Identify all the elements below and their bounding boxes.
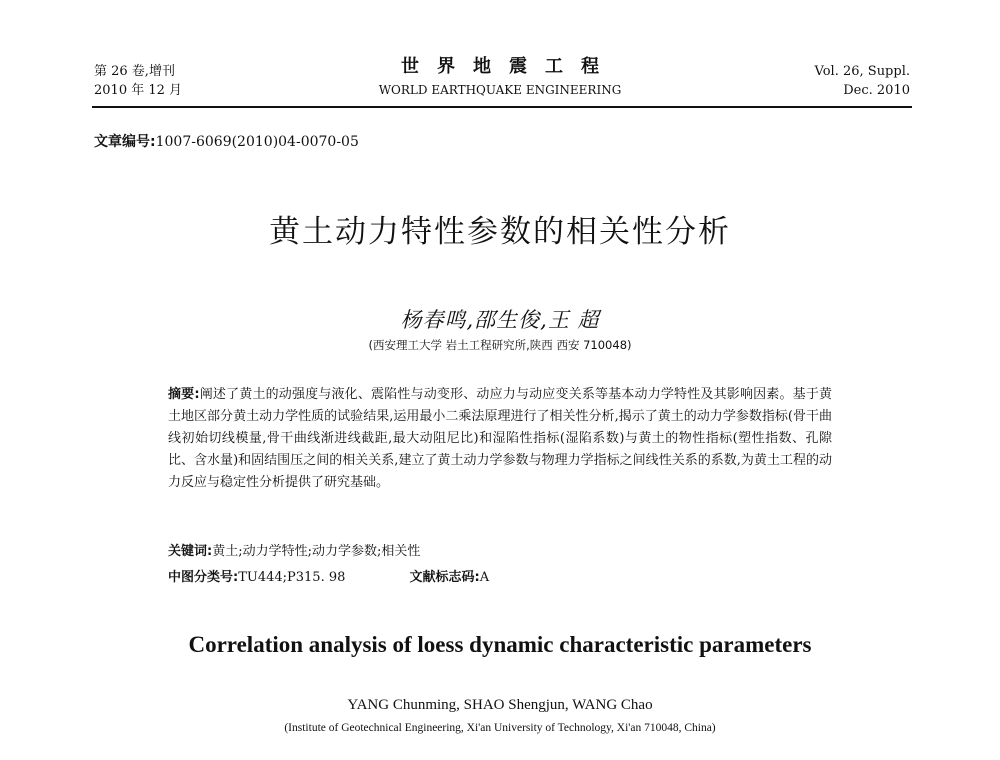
journal-name-cn: 世界地震工程 — [401, 56, 617, 77]
authors-cn: 杨春鸣,邵生俊,王 超 — [400, 308, 600, 332]
abstract — [168, 384, 832, 494]
volume-en: Vol. 26, Suppl. — [814, 64, 910, 79]
classification-label: 中图分类号: — [168, 570, 239, 585]
article-number-value: 1007-6069(2010)04-0070-05 — [155, 134, 359, 150]
affiliation-en: (Institute of Geotechnical Engineering, Xi'an University of Technology, Xi'an 710048, China) — [284, 722, 716, 734]
classification — [168, 566, 489, 585]
date-en: Dec. 2010 — [843, 83, 910, 98]
keywords-label: 关键词: — [168, 544, 213, 559]
document-code — [410, 566, 490, 585]
header-divider — [92, 106, 912, 108]
volume-cn: 第 26 卷,增刊 — [94, 64, 175, 79]
date-cn: 2010 年 12 月 — [94, 83, 183, 98]
classification-value: TU444;P315. 98 — [238, 570, 346, 585]
document-code-value: A — [479, 570, 490, 585]
abstract-label: 摘要: — [168, 387, 200, 402]
authors-en: YANG Chunming, SHAO Shengjun, WANG Chao — [347, 697, 653, 713]
paper-title-cn: 黄土动力特性参数的相关性分析 — [269, 214, 731, 250]
header-volume-date-en — [815, 62, 910, 100]
document-code-label: 文献标志码: — [409, 570, 480, 585]
article-number — [94, 131, 359, 151]
journal-name-en: WORLD EARTHQUAKE ENGINEERING — [378, 83, 622, 97]
affiliation-cn: (西安理工大学 岩土工程研究所,陕西 西安 710048) — [368, 338, 632, 352]
abstract-text: 阐述了黄土的动强度与液化、震陷性与动变形、动应力与动应变关系等基本动力学特性及其影响因素。基于黄土地区部分黄土动力学性质的试验结果,运用最小二乘法原理进行了相关性分析,揭示了黄土的动力学参数指标(骨干曲线初始切线模量,骨干曲线渐进线截距,最大动阻尼比)和湿陷性指标(湿陷系数)与黄土的物性指标(塑性指数、孔隙比、含水量)和固结围压之间的相关关系,建立了黄土动力学参数与物理力学指标之间线性关系的系数,为黄土工程的动力反应与稳定性分析提供了研究基础。 — [168, 387, 832, 490]
paper-title-en: Correlation analysis of loess dynamic characteristic parameters — [188, 632, 812, 657]
keywords-text: 黄土;动力学特性;动力学参数;相关性 — [212, 544, 421, 559]
keywords — [168, 540, 420, 559]
article-number-label: 文章编号: — [94, 134, 156, 150]
